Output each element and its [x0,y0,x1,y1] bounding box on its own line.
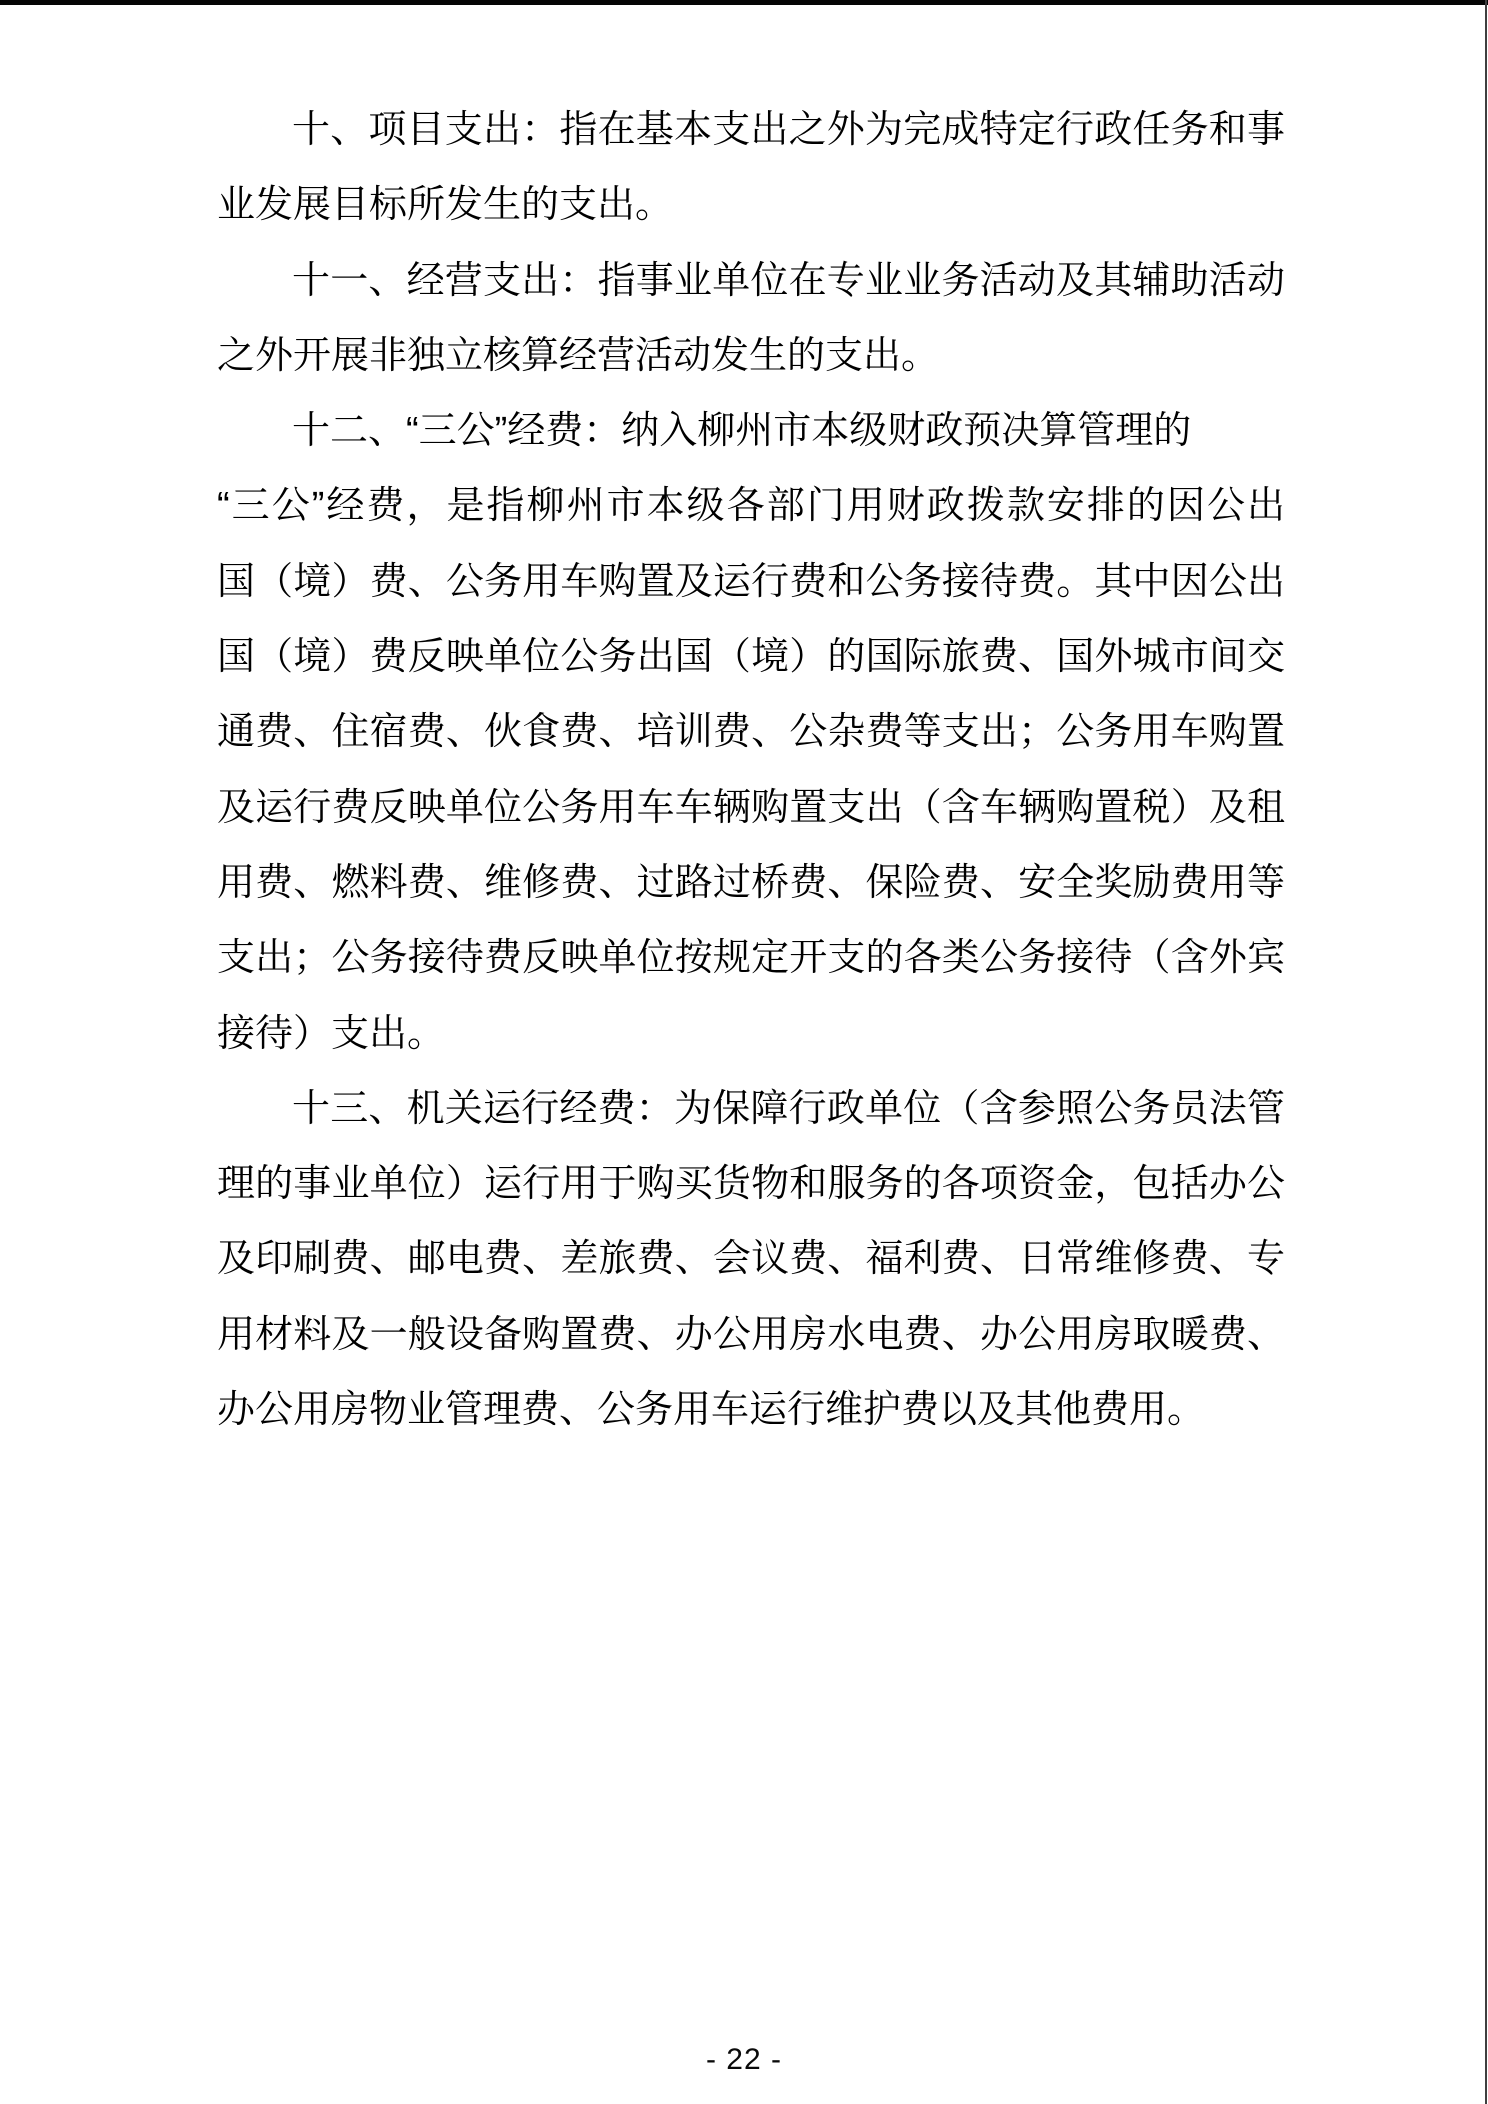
text-line: 国（境）费反映单位公务出国（境）的国际旅费、国外城市间交 [217,636,1285,679]
page-number: - 22 - [705,2043,783,2076]
page-top-edge-line [0,0,1488,5]
text-line: 及运行费反映单位公务用车车辆购置支出（含车辆购置税）及租 [217,786,1285,829]
text-line: “三公”经费，是指柳州市本级各部门用财政拨款安排的因公出 [217,485,1285,528]
text-line: 用费、燃料费、维修费、过路过桥费、保险费、安全奖励费用等 [217,861,1285,904]
text-line: 及印刷费、邮电费、差旅费、会议费、福利费、日常维修费、专 [217,1238,1285,1281]
text-line: 十一、经营支出：指事业单位在专业业务活动及其辅助活动 [292,259,1285,302]
text-line: 办公用房物业管理费、公务用车运行维护费以及其他费用。 [217,1389,1206,1432]
text-line: 十二、“三公”经费：纳入柳州市本级财政预决算管理的 [292,410,1192,453]
text-line: 通费、住宿费、伙食费、培训费、公杂费等支出；公务用车购置 [217,711,1285,754]
text-line: 十三、机关运行经费：为保障行政单位（含参照公务员法管 [292,1087,1285,1130]
text-line: 十、项目支出：指在基本支出之外为完成特定行政任务和事 [292,109,1285,151]
text-line: 理的事业单位）运行用于购买货物和服务的各项资金，包括办公 [217,1163,1285,1206]
text-line: 国（境）费、公务用车购置及运行费和公务接待费。其中因公出 [217,560,1285,603]
text-line: 之外开展非独立核算经营活动发生的支出。 [217,334,940,377]
text-line: 业发展目标所发生的支出。 [217,184,674,227]
page-right-edge-line [1485,0,1487,2104]
text-line: 用材料及一般设备购置费、办公用房水电费、办公用房取暖费、 [217,1313,1285,1356]
text-line: 支出；公务接待费反映单位按规定开支的各类公务接待（含外宾 [217,937,1285,980]
document-body [217,93,1285,1448]
text-line: 接待）支出。 [217,1012,446,1055]
